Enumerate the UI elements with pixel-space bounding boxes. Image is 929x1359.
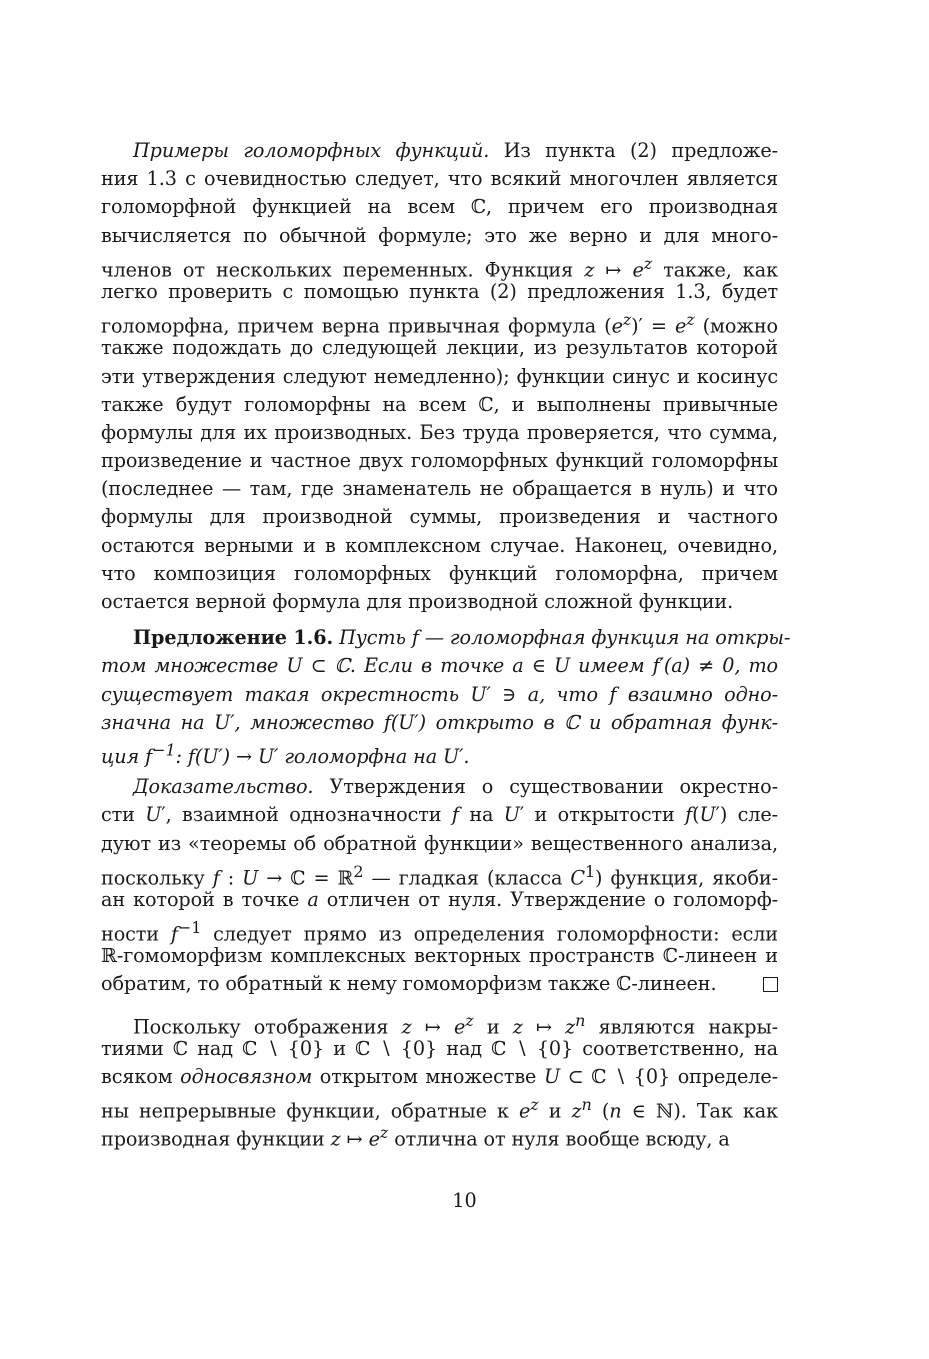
text-line: ℝ-гомоморфизм комплексных векторных пространств ℂ-линеен и	[101, 944, 778, 968]
text-line: что композиция голоморфных функций голоморфна, причем	[101, 561, 778, 585]
text-line: существует такая окрестность U′ ∋ a, что f взаимно одно-	[101, 682, 778, 706]
text-line: ности $f^{-1}$ следует прямо из определения голоморфности: если	[101, 918, 778, 946]
paragraph-covering	[101, 1007, 778, 1151]
text-line: Примеры голоморфных функций. Из пункта (2) предложе-	[133, 139, 778, 162]
text-line: произведение и частное двух голоморфных функций голоморфны	[101, 449, 778, 473]
text-line: голоморфна, причем верна привычная формула $(e^z)' = e^z$ (можно	[101, 310, 778, 338]
text-line: эти утверждения следуют немедленно); функции синус и косинус	[101, 364, 778, 388]
text-line: Предложение 1.6. Пусть f — голоморфная функция на откры-	[133, 626, 791, 650]
text-line: значна на U′, множество f(U′) открыто в ℂ и обратная функ-	[101, 710, 778, 734]
page-number: 10	[452, 1189, 477, 1212]
text-line: (последнее — там, где знаменатель не обращается в нуль) и что	[101, 477, 778, 501]
text-line: всяком односвязном открытом множестве U ⊂ ℂ ∖ {0} определе-	[101, 1065, 778, 1088]
text-line: остается верной формула для производной сложной функции.	[101, 590, 734, 613]
text-line: том множестве U ⊂ ℂ. Если в точке a ∈ U имеем f′(a) ≠ 0, то	[101, 654, 778, 678]
text-line: Доказательство. Утверждения о существовании окрестно-	[133, 775, 778, 799]
text-line: легко проверить с помощью пункта (2) предложения 1.3, будет	[101, 279, 778, 303]
text-line: ния 1.3 с очевидностью следует, что всякий многочлен является	[101, 167, 778, 191]
text-line: членов от нескольких переменных. Функция z ↦ $e^z$ также, как	[101, 253, 778, 282]
text-line: поскольку f : U → ℂ = ℝ$^2$ — гладкая (класса $C^1$) функция, якоби-	[101, 861, 778, 890]
text-line: обратим, то обратный к нему гомоморфизм также ℂ-линеен.	[101, 970, 778, 998]
text-body	[101, 137, 791, 1151]
text-line: Поскольку отображения z ↦ $e^z$ и z ↦ $z^n$ являются накры-	[133, 1010, 778, 1039]
text-line: формулы для их производных. Без труда проверяется, что сумма,	[101, 420, 778, 444]
text-line: тиями ℂ над ℂ ∖ {0} и ℂ ∖ {0} над ℂ ∖ {0} соответственно, на	[101, 1036, 778, 1060]
text-line: ция $f^{-1}$: f(U′) → U′ голоморфна на U′.	[101, 740, 470, 769]
text-line: также подождать до следующей лекции, из результатов которой	[101, 336, 778, 360]
text-line: ан которой в точке a отличен от нуля. Утверждение о голоморф-	[101, 887, 778, 911]
qed-square-icon	[763, 977, 778, 992]
text-line: дуют из «теоремы об обратной функции» вещественного анализа,	[101, 831, 778, 855]
text-line: голоморфной функцией на всем ℂ, причем его производная	[101, 195, 778, 219]
text-line: также будут голоморфны на всем ℂ, и выполнены привычные	[101, 392, 778, 416]
text-line: производная функции z ↦ $e^z$ отлична от нуля вообще всюду, а	[101, 1123, 730, 1151]
paragraph-examples	[101, 137, 778, 616]
text-line: ны непрерывные функции, обратные к $e^z$ и $z^n$ (n ∈ ℕ). Так как	[101, 1095, 778, 1123]
paragraph-proposition	[101, 624, 791, 769]
text-line: остаются верными и в комплексном случае. Наконец, очевидно,	[101, 533, 778, 557]
text-line: сти U′, взаимной однозначности f на U′ и открытости f(U′) сле-	[101, 803, 779, 827]
paragraph-proof	[101, 773, 778, 999]
text-line: формулы для производной суммы, произведения и частного	[101, 505, 778, 529]
text-line: вычисляется по обычной формуле; это же верно и для много-	[101, 223, 778, 247]
